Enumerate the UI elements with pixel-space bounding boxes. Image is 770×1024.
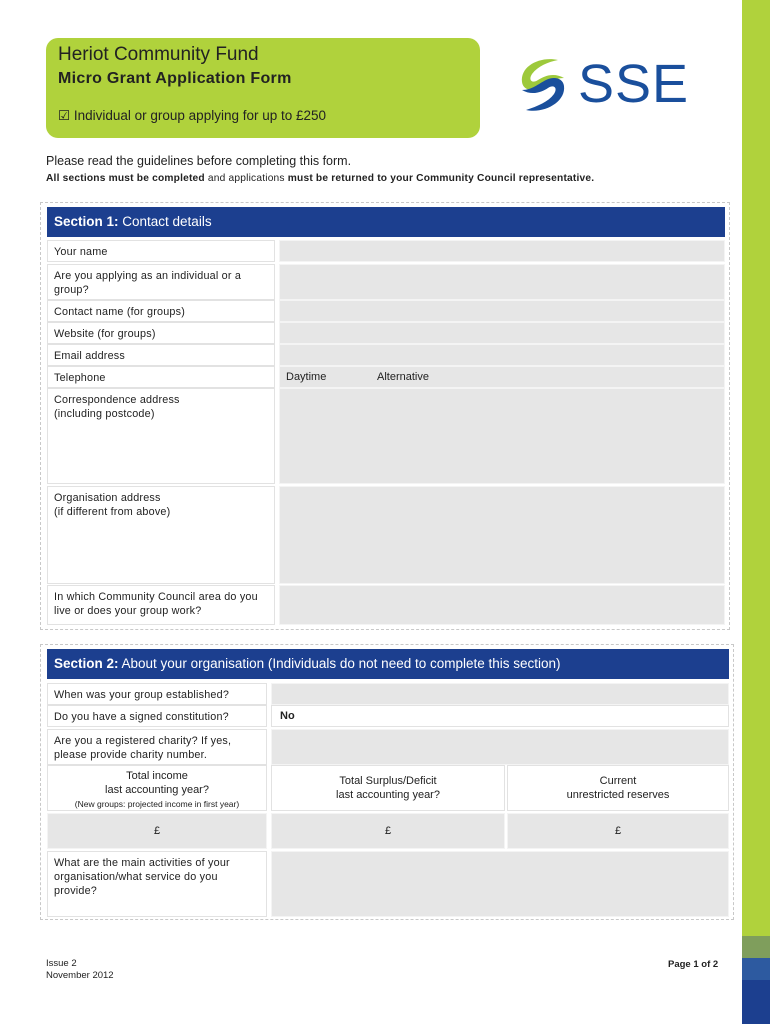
row-individual-or-group	[47, 264, 725, 300]
logo-text: SSE	[578, 54, 690, 114]
website-field[interactable]	[279, 322, 725, 344]
footer-issue-number: Issue 2	[46, 958, 77, 969]
row-telephone	[47, 366, 725, 388]
footer-date: November 2012	[46, 970, 114, 981]
row-correspondence-address	[47, 388, 725, 484]
label-charity: Are you a registered charity? If yes, please provide charity number.	[47, 729, 267, 765]
row-finance-headers	[47, 765, 729, 811]
section-about-organisation	[40, 644, 734, 920]
row-contact-name	[47, 300, 725, 322]
header-total-surplus	[271, 765, 505, 811]
activities-field[interactable]	[271, 851, 729, 917]
your-name-field[interactable]	[279, 240, 725, 262]
row-established	[47, 683, 729, 705]
organisation-address-field[interactable]	[279, 486, 725, 584]
intro-mid: and applications	[204, 173, 288, 184]
row-charity	[47, 729, 729, 765]
label-email: Email address	[47, 344, 275, 366]
surplus-line2: last accounting year?	[336, 789, 440, 801]
charity-number-field[interactable]	[271, 729, 729, 765]
reserves-line2: unrestricted reserves	[566, 789, 670, 801]
form-subtitle: Micro Grant Application Form	[58, 70, 292, 87]
row-finance-values	[47, 813, 729, 849]
row-community-council	[47, 585, 725, 625]
row-activities	[47, 851, 729, 917]
income-currency: £	[153, 825, 161, 837]
organisation-line1: Organisation address	[54, 492, 161, 504]
telephone-alternative-label: Alternative	[377, 371, 429, 383]
label-constitution: Do you have a signed constitution?	[47, 705, 267, 727]
section-1-number: Section 1:	[54, 214, 119, 229]
label-established: When was your group established?	[47, 683, 267, 705]
header-current-reserves	[507, 765, 729, 811]
edge-color-strip	[742, 0, 770, 1024]
row-organisation-address	[47, 486, 725, 584]
row-website	[47, 322, 725, 344]
telephone-field[interactable]	[279, 366, 725, 388]
reserves-line1: Current	[599, 775, 637, 787]
label-organisation-address	[47, 486, 275, 584]
footer-page-number: Page 1 of 2	[668, 959, 719, 970]
form-title: Heriot Community Fund	[58, 44, 259, 65]
intro-instructions	[46, 173, 594, 184]
individual-or-group-field[interactable]	[279, 264, 725, 300]
constitution-field[interactable]	[271, 705, 729, 727]
intro-guidelines: Please read the guidelines before completing this form.	[46, 154, 352, 168]
edge-navy-segment	[742, 980, 770, 1024]
section-1-header	[47, 207, 725, 237]
label-correspondence-address	[47, 388, 275, 484]
label-telephone: Telephone	[47, 366, 275, 388]
section-2-number: Section 2:	[54, 656, 119, 671]
section-2-header	[47, 649, 729, 679]
intro-bold-1: All sections must be completed	[46, 173, 205, 184]
section-contact-details	[40, 202, 730, 630]
label-individual-or-group: Are you applying as an individual or a group?	[47, 264, 275, 300]
eligibility-checkbox[interactable]: ☑ Individual or group applying for up to £250	[58, 108, 327, 123]
section-1-title: Contact details	[118, 214, 212, 229]
total-income-field[interactable]	[47, 813, 267, 849]
constitution-value: No	[280, 710, 295, 722]
row-your-name	[47, 240, 725, 262]
label-your-name: Your name	[47, 240, 275, 262]
label-community-council: In which Community Council area do you live or does your group work?	[47, 585, 275, 625]
label-website: Website (for groups)	[47, 322, 275, 344]
email-field[interactable]	[279, 344, 725, 366]
community-council-field[interactable]	[279, 585, 725, 625]
correspondence-address-field[interactable]	[279, 388, 725, 484]
reserves-currency: £	[614, 825, 622, 837]
section-2-title: About your organisation (Individuals do not need to complete this section)	[118, 656, 561, 671]
total-surplus-field[interactable]	[271, 813, 505, 849]
current-reserves-field[interactable]	[507, 813, 729, 849]
edge-olive-segment	[742, 936, 770, 958]
income-line1: Total income	[126, 770, 188, 782]
form-header	[46, 38, 480, 138]
surplus-line1: Total Surplus/Deficit	[339, 775, 437, 787]
telephone-daytime-label: Daytime	[286, 371, 327, 383]
header-total-income	[47, 765, 267, 811]
surplus-currency: £	[384, 825, 392, 837]
row-email	[47, 344, 725, 366]
correspondence-line2: (including postcode)	[54, 408, 155, 420]
label-contact-name: Contact name (for groups)	[47, 300, 275, 322]
edge-blue-segment	[742, 958, 770, 980]
income-note: (New groups: projected income in first year)	[74, 799, 240, 809]
footer-issue	[46, 958, 114, 982]
row-constitution	[47, 705, 729, 727]
edge-green-segment	[742, 0, 770, 936]
sse-swirl-icon	[514, 54, 574, 114]
established-field[interactable]	[271, 683, 729, 705]
sse-logo	[514, 54, 704, 114]
label-activities: What are the main activities of your organisation/what service do you provide?	[47, 851, 267, 917]
organisation-line2: (if different from above)	[54, 506, 171, 518]
income-line2: last accounting year?	[105, 784, 209, 796]
contact-name-field[interactable]	[279, 300, 725, 322]
correspondence-line1: Correspondence address	[54, 394, 180, 406]
intro-bold-2: must be returned to your Community Council representative.	[287, 173, 595, 184]
